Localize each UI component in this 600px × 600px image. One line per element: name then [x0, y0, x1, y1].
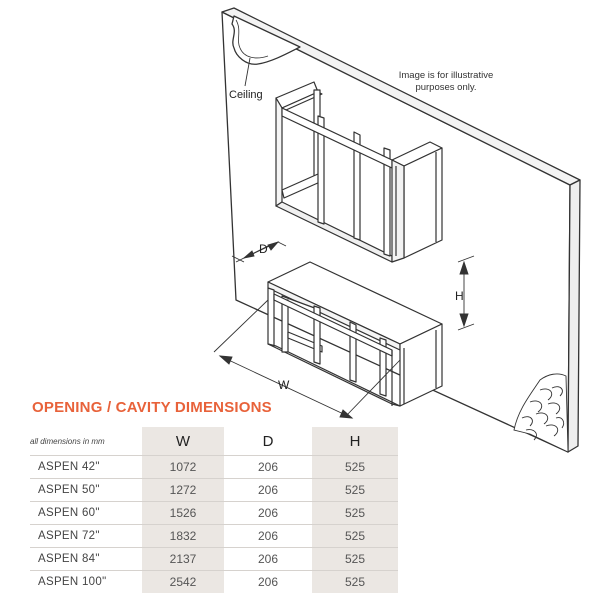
depth-value: 206 — [224, 525, 312, 548]
header-h: H — [312, 427, 398, 456]
table-row — [30, 479, 398, 502]
header-w: W — [142, 427, 224, 456]
depth-value: 206 — [224, 548, 312, 571]
depth-value: 206 — [224, 456, 312, 479]
table-row — [30, 502, 398, 525]
table-row — [30, 525, 398, 548]
height-value: 525 — [312, 456, 398, 479]
table-row — [30, 571, 398, 594]
dimensions-table — [30, 426, 398, 593]
width-value: 1072 — [142, 456, 224, 479]
model-name: ASPEN 100" — [30, 571, 142, 594]
model-name: ASPEN 50" — [30, 479, 142, 502]
header-d: D — [224, 427, 312, 456]
depth-value: 206 — [224, 571, 312, 594]
width-value: 1832 — [142, 525, 224, 548]
illustrative-note: Image is for illustrative purposes only. — [398, 70, 494, 93]
table-header-row — [30, 427, 398, 456]
model-name: ASPEN 84" — [30, 548, 142, 571]
dimension-d-label: D — [259, 242, 268, 256]
units-note: all dimensions in mm — [30, 427, 142, 456]
width-value: 2137 — [142, 548, 224, 571]
dimension-h-label: H — [455, 289, 464, 303]
depth-value: 206 — [224, 479, 312, 502]
width-value: 2542 — [142, 571, 224, 594]
width-value: 1526 — [142, 502, 224, 525]
section-title: OPENING / CAVITY DIMENSIONS — [32, 399, 272, 416]
model-name: ASPEN 42" — [30, 456, 142, 479]
height-value: 525 — [312, 571, 398, 594]
table-row — [30, 548, 398, 571]
model-name: ASPEN 60" — [30, 502, 142, 525]
height-value: 525 — [312, 548, 398, 571]
ceiling-label: Ceiling — [229, 89, 263, 101]
height-value: 525 — [312, 525, 398, 548]
height-value: 525 — [312, 479, 398, 502]
model-name: ASPEN 72" — [30, 525, 142, 548]
width-value: 1272 — [142, 479, 224, 502]
dimension-w-label: W — [278, 378, 290, 392]
height-value: 525 — [312, 502, 398, 525]
table-row — [30, 456, 398, 479]
depth-value: 206 — [224, 502, 312, 525]
